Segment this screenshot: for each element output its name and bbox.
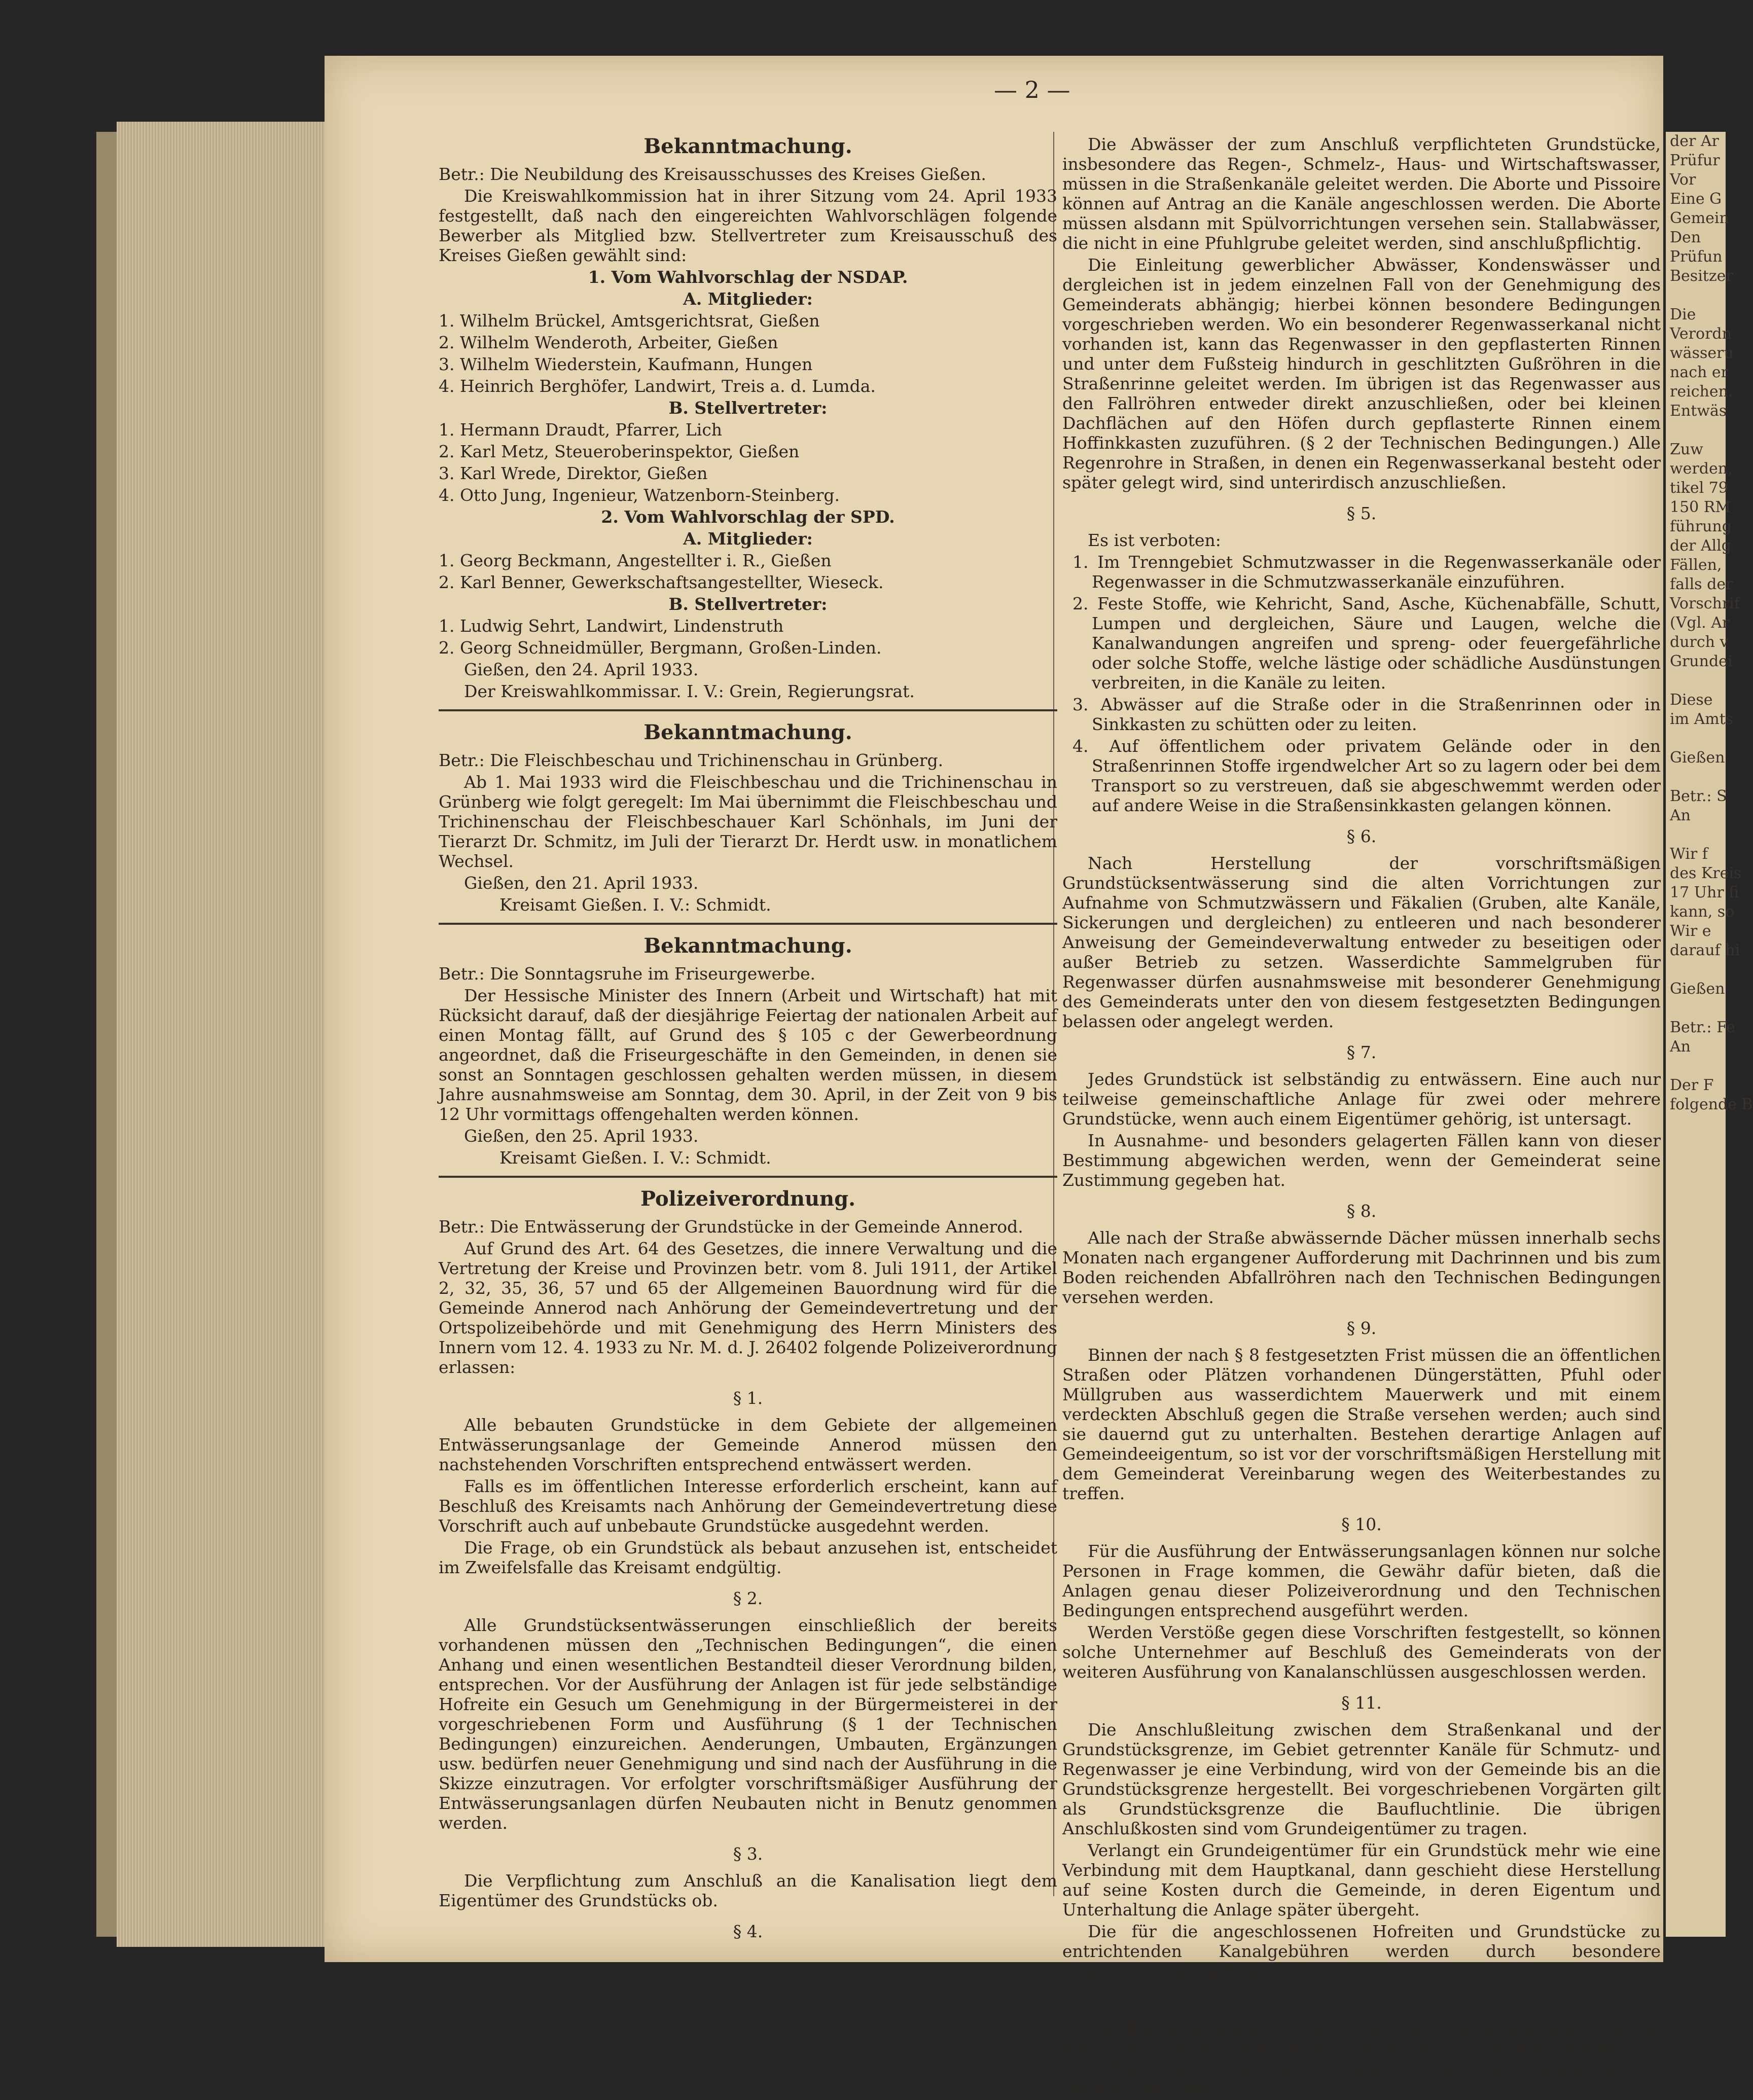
section-rule (439, 709, 1057, 711)
list-item: 3. Wilhelm Wiederstein, Kaufmann, Hungen (439, 354, 813, 374)
adjacent-page-line (1666, 768, 1726, 787)
paragraph: Die Abwässer der zum Anschluß verpflichteten Grundstücke, insbesondere das Regen-, Schmelz-, Haus- und Wirtschaftswasser, müssen in die Straßenkanäle geleitet werden. Die Aborte und Pissoire können auf Antrag an die Kanäle angeschlossen werden. Die Aborte müssen alsdann mit Spülvorrichtungen versehen sein. Stallabwässer, die nicht in eine Pfuhlgrube geleitet werden, sind anschlußpflichtig. (1062, 134, 1661, 253)
notice-title: Polizeiverordnung. (640, 1187, 856, 1211)
adjacent-page-line: durch v (1670, 633, 1729, 651)
section-heading: § 5. (1346, 503, 1377, 523)
notice-body: Der Hessische Minister des Innern (Arbeit und Wirtschaft) hat mit Rücksicht darauf, daß der diesjährige Feiertag der nationalen Arbeit auf einen Montag fällt, auf Grund des § 105 c der Gewerbeordnung angeordnet, daß die Friseurgeschäfte in den Gemeinden, in denen sie sonst an Sonntagen geschlossen gehalten werden müssen, in diesem Jahre ausnahmsweise am Sonntag, dem 30. April, in der Zeit von 9 bis 12 Uhr vormittags offengehalten werden können. (439, 986, 1057, 1124)
adjacent-page-line: Wir e (1670, 922, 1711, 940)
adjacent-page-line: An (1670, 1038, 1691, 1056)
adjacent-page-line (1666, 671, 1726, 691)
paragraph: Binnen der nach § 8 festgesetzten Frist müssen die an öffentlichen Straßen oder Plätzen vorhandenen Düngerstätten, Pfuhl oder Müllgruben aus wasserdichtem Mauerwerk und mit einem verdeckten Abschluß gegen die Straße versehen werden; auch sind sie dauernd gut zu unterhalten. Bestehen derartige Anlagen auf Gemeindeeigentum, so ist vor der vorschriftsmäßigen Herstellung mit dem Gemeinderat Vereinbarung wegen des Weiterbestandes zu treffen. (1062, 1345, 1661, 1503)
list-item: 4. Heinrich Berghöfer, Landwirt, Treis a. d. Lumda. (439, 376, 876, 396)
adjacent-page-line: der Allg (1670, 537, 1731, 555)
adjacent-page-line (1666, 825, 1726, 845)
paragraph: Für die Ausführung der Entwässerungsanlagen können nur solche Personen in Frage kommen, die Gewähr dafür bieten, daß die Anlagen genau dieser Polizeiverordnung und den Technischen Bedingungen entsprechend ausgeführt werden. (1062, 1541, 1661, 1620)
notice-date: Gießen, den 24. April 1933. (464, 660, 699, 679)
paragraph: In Ausnahme- und besonders gelagerten Fällen kann von dieser Bestimmung abgewichen werden, wenn der Gemeinderat seine Zustimmung gegeben hat. (1062, 1131, 1661, 1190)
subgroup-heading: A. Mitglieder: (683, 529, 813, 549)
book-page-edges (117, 122, 330, 1947)
adjacent-page-line: Grundei (1670, 653, 1733, 670)
notice-subject: Betr.: Die Fleischbeschau und Trichinenschau in Grünberg. (439, 750, 944, 770)
paragraph: Es ist verboten: (1088, 530, 1221, 550)
adjacent-page-line: An (1670, 807, 1691, 824)
list-item: 1. Ludwig Sehrt, Landwirt, Lindenstruth (439, 616, 784, 636)
subgroup-heading: B. Stellvertreter: (668, 398, 828, 418)
adjacent-page-fragment (1666, 132, 1753, 1937)
list-item: 1. Georg Beckmann, Angestellter i. R., Gießen (439, 551, 832, 570)
paragraph: Die Bürgermeisterei ist berechtigt, die Ausführung der Arbeiten jederzeit zu prüfen oder prüfen zu lassen. Zu diesem Zwecke sind vom Eigentümer oder Besitzer alle erforderlichen Maßnahmen zu treffen. Jeder Teil (1062, 2019, 1661, 2098)
adjacent-page-line: führung (1670, 518, 1732, 535)
list-item: 4. Otto Jung, Ingenieur, Watzenborn-Steinberg. (439, 485, 840, 505)
section-heading: § 2. (733, 1588, 763, 1608)
notice-title: Bekanntmachung. (643, 720, 852, 744)
notice-intro: Die Kreiswahlkommission hat in ihrer Sitzung vom 24. April 1933 festgestellt, daß nach den eingereichten Wahlvorschlägen folgende Bewerber als Mitglied bzw. Stellvertreter zum Kreisausschuß des Kreises Gießen gewählt sind: (439, 186, 1057, 265)
section-heading: § 12. (1341, 1992, 1382, 2012)
group-heading: 1. Vom Wahlvorschlag der NSDAP. (588, 267, 908, 287)
adjacent-page-line: Vorschrif (1670, 595, 1740, 612)
document-page (325, 56, 1663, 2098)
adjacent-page-line: Gemein (1670, 209, 1729, 227)
list-item: 2. Wilhelm Wenderoth, Arbeiter, Gießen (439, 333, 778, 352)
list-item: 3. Karl Wrede, Direktor, Gießen (439, 463, 708, 483)
adjacent-page-line: Prüfun (1670, 248, 1723, 266)
adjacent-page-line: Fällen, (1670, 556, 1722, 574)
paragraph: Falls es im öffentlichen Interesse erforderlich erscheint, kann auf Beschluß des Kreisamts nach Anhörung der Gemeindevertretung diese Vorschrift auch auf unbebaute Grundstücke ausgedehnt werden. (439, 1476, 1057, 1536)
group-heading: 2. Vom Wahlvorschlag der SPD. (601, 507, 895, 527)
paragraph: Die Frage, ob ein Grundstück als bebaut anzusehen ist, entscheidet im Zweifelsfalle das Kreisamt endgültig. (439, 1538, 1057, 1577)
adjacent-page-line (1666, 421, 1726, 440)
list-item: 4. Auf öffentlichem oder privatem Gelände oder in den Straßenrinnen Stoffe irgendwelcher Art so zu lagern oder bei dem Transport so zu verstreuen, daß sie abgeschwemmt werden oder auf andere Weise in die Straßensinkkasten gelangen können. (1072, 736, 1661, 815)
adjacent-page-line: Gießen (1670, 980, 1725, 998)
adjacent-page-line: falls der (1670, 575, 1733, 593)
adjacent-page-line: Besitzer (1670, 267, 1733, 285)
paragraph: Jedes Grundstück ist selbständig zu entwässern. Eine auch nur teilweise gemeinschaftliche Anlage für zwei oder mehrere Grundstücke, wenn auch einem Eigentümer gehörig, ist untersagt. (1062, 1069, 1661, 1129)
section-heading: § 9. (1346, 1318, 1377, 1338)
adjacent-page-line: Den (1670, 229, 1701, 246)
adjacent-page-line: Wir f (1670, 845, 1708, 863)
section-heading: § 4. (733, 1922, 763, 1941)
paragraph: Die Verpflichtung zum Anschluß an die Kanalisation liegt dem Eigentümer des Grundstücks ob. (439, 1871, 1057, 1910)
notice-title: Bekanntmachung. (643, 934, 852, 958)
notice-sonntagsruhe (439, 936, 1057, 1168)
paragraph: Verlangt ein Grundeigentümer für ein Grundstück mehr wie eine Verbindung mit dem Hauptkanal, dann geschieht diese Herstellung auf seine Kosten durch die Gemeinde, in deren Eigentum und Unterhaltung die Anlage später übergeht. (1062, 1840, 1661, 1920)
adjacent-page-line: Betr.: Fe (1670, 1019, 1736, 1036)
notice-signature: Kreisamt Gießen. I. V.: Schmidt. (499, 1148, 771, 1168)
adjacent-page-line: tikel 79 (1670, 479, 1728, 497)
notice-fleischbeschau (439, 722, 1057, 915)
list-item: 2. Karl Metz, Steueroberinspektor, Gießen (439, 442, 800, 461)
paragraph: Die Einleitung gewerblicher Abwässer, Kondenswässer und dergleichen ist in jedem einzelnen Fall von der Genehmigung des Gemeinderats abhängig; hierbei können besondere Bedingungen vorgeschrieben werden. Wo ein besonderer Regenwasserkanal nicht vorhanden ist, kann das Regenwasser in den gepflasterten Rinnen und unter dem Fußsteig hindurch in geschlitzten Gußröhren in die Straßenrinne geleitet werden. Im übrigen ist das Regenwasser aus den Fallröhren entweder direkt anzuschließen, oder bei kleinen Dachflächen auf den Höfen durch gepflasterte Rinnen einem Hoffinkkasten zuzuführen. (§ 2 der Technischen Bedingungen.) Alle Regenrohre in Straßen, in denen ein Regenwasserkanal besteht oder später gelegt wird, sind unterirdisch anzuschließen. (1062, 255, 1661, 492)
adjacent-page-line (1666, 729, 1726, 748)
section-heading: § 11. (1341, 1693, 1382, 1713)
notice-signature: Kreisamt Gießen. I. V.: Schmidt. (499, 895, 771, 915)
list-item: 2. Karl Benner, Gewerkschaftsangestellter, Wieseck. (439, 572, 884, 592)
adjacent-page-line: darauf hi (1670, 942, 1740, 959)
right-column (1062, 134, 1661, 2100)
adjacent-page-line: Vor (1670, 171, 1696, 189)
list-item: 2. Georg Schneidmüller, Bergmann, Großen-Linden. (439, 638, 882, 658)
paragraph: Alle bebauten Grundstücke in dem Gebiete der allgemeinen Entwässerungsanlage der Gemeinde Annerod müssen den nachstehenden Vorschriften entsprechend entwässert werden. (439, 1415, 1057, 1474)
adjacent-page-line: folgende B (1670, 1096, 1753, 1113)
list-item: 1. Im Trenngebiet Schmutzwasser in die Regenwasserkanäle oder Regenwasser in die Schmutzwasserkanäle einzuführen. (1072, 552, 1661, 592)
notice-body: Ab 1. Mai 1933 wird die Fleischbeschau und die Trichinenschau in Grünberg wie folgt geregelt: Im Mai übernimmt die Fleischbeschau und Trichinenschau der Fleischbeschauer Karl Schönhals, im Juni der Tierarzt Dr. Schmitz, im Juli der Tierarzt Dr. Herdt usw. in monatlichem Wechsel. (439, 772, 1057, 871)
paragraph: Die Anschlußleitung zwischen dem Straßenkanal und der Grundstücksgrenze, im Gebiet getrennter Kanäle für Schmutz- und Regenwasser je eine Verbindung, wird von der Gemeinde bis an die Grundstücksgrenze hergestellt. Bei vorgeschriebenen Vorgärten gilt als Grundstücksgrenze die Baufluchtlinie. Die übrigen Anschlußkosten sind vom Grundeigentümer zu tragen. (1062, 1720, 1661, 1838)
adjacent-page-line: Diese (1670, 691, 1713, 709)
notice-intro: Auf Grund des Art. 64 des Gesetzes, die innere Verwaltung und die Vertretung der Kreise und Provinzen betr. vom 8. Juli 1911, der Artikel 2, 32, 35, 36, 57 und 65 der Allgemeinen Bauordnung wird für die Gemeinde Annerod nach Anhörung der Gemeindevertretung und der Ortspolizeibehörde und mit Genehmigung des Herrn Ministers des Innern vom 12. 4. 1933 zu Nr. M. d. J. 26402 folgende Polizeiverordnung erlassen: (439, 1239, 1057, 1377)
notice-subject: Betr.: Die Neubildung des Kreisausschusses des Kreises Gießen. (439, 164, 986, 184)
notice-polizeiverordnung (439, 1189, 1057, 1941)
list-item: 1. Hermann Draudt, Pfarrer, Lich (439, 420, 723, 440)
adjacent-page-line: Eine G (1670, 190, 1722, 208)
list-item: 2. Feste Stoffe, wie Kehricht, Sand, Asche, Küchenabfälle, Schutt, Lumpen und dergleichen, Säure und Laugen, welche die Kanalwandungen angreifen und spreng- oder feuergefährliche oder solche Stoffe, welche lästige oder schädliche Ausdünstungen verbreiten, in die Kanäle zu leiten. (1072, 594, 1661, 693)
notice-subject: Betr.: Die Entwässerung der Grundstücke in der Gemeinde Annerod. (439, 1217, 1023, 1237)
adjacent-page-line: Zuw (1670, 441, 1703, 458)
adjacent-page-line: im Amts (1670, 710, 1734, 728)
adjacent-page-line: Der F (1670, 1076, 1714, 1094)
notice-date: Gießen, den 21. April 1933. (464, 873, 699, 893)
paragraph: Alle Grundstücksentwässerungen einschließlich der bereits vorhandenen müssen den „Technischen Bedingungen“, die einen Anhang und einen wesentlichen Bestandteil dieser Verordnung bilden, entsprechen. Vor der Ausführung der Anlagen ist für jede selbständige Hofreite ein Gesuch um Genehmigung in der Bürgermeisterei in der vorgeschriebenen Form und Ausführung (§ 1 der Technischen Bedingungen) einzureichen. Aenderungen, Umbauten, Ergänzungen usw. bedürfen neuer Genehmigung und sind nach der Ausführung in die Skizze einzutragen. Vor erfolgter vorschriftsmäßiger Ausführung der Entwässerungsanlagen dürfen Neubauten nicht in Benutz genommen werden. (439, 1615, 1057, 1833)
adjacent-page-line: des Kreis (1670, 864, 1742, 882)
notice-signature: Der Kreiswahlkommissar. I. V.: Grein, Regierungsrat. (464, 681, 915, 701)
paragraph: Alle nach der Straße abwässernde Dächer müssen innerhalb sechs Monaten nach ergangener Aufforderung mit Dachrinnen und bis zum Boden reichenden Abfallröhren nach den Technischen Bedingungen versehen werden. (1062, 1228, 1661, 1307)
adjacent-page-line: Die (1670, 306, 1696, 323)
adjacent-page-line: nach er (1670, 364, 1728, 381)
section-heading: § 10. (1341, 1514, 1382, 1534)
left-column (439, 134, 1057, 1948)
adjacent-page-line (1666, 286, 1726, 305)
adjacent-page-line: der Ar (1670, 132, 1719, 150)
adjacent-page-line: Gießen (1670, 749, 1725, 767)
adjacent-page-line (1666, 960, 1726, 980)
adjacent-page-line: Prüfur (1670, 152, 1720, 169)
section-rule (439, 1176, 1057, 1178)
notice-title: Bekanntmachung. (643, 134, 852, 158)
page-number: — 2 — (994, 76, 1070, 103)
adjacent-page-line: 17 Uhr fi (1670, 884, 1739, 901)
adjacent-page-line: kann, so (1670, 903, 1735, 921)
notice-date: Gießen, den 25. April 1933. (464, 1126, 699, 1146)
adjacent-page-line (1666, 999, 1726, 1018)
list-item: 1. Wilhelm Brückel, Amtsgerichtsrat, Gießen (439, 311, 820, 331)
section-heading: § 7. (1346, 1042, 1377, 1062)
notice-subject: Betr.: Die Sonntagsruhe im Friseurgewerbe. (439, 964, 815, 984)
adjacent-page-line: Entwäs (1670, 402, 1727, 420)
subgroup-heading: A. Mitglieder: (683, 289, 813, 309)
section-rule (439, 923, 1057, 925)
paragraph: Nach Herstellung der vorschriftsmäßigen Grundstücksentwässerung sind die alten Vorrichtungen zur Aufnahme von Schmutzwässern und Fäkalien (Gruben, alte Kanäle, Sickerungen und dergleichen) zu entleeren und nach besonderer Anweisung der Gemeindeverwaltung entweder zu beseitigen oder außer Betrieb zu setzen. Wasserdichte Sammelgruben für Regenwasser dürfen ausnahmsweise mit besonderer Genehmigung des Gemeinderats unter den von diesem festgesetzten Bedingungen belassen oder angelegt werden. (1062, 853, 1661, 1031)
section-heading: § 6. (1346, 826, 1377, 846)
adjacent-page-line: werden, (1670, 460, 1733, 478)
adjacent-page-line: (Vgl. Ar (1670, 614, 1730, 632)
adjacent-page-line: Verordn (1670, 325, 1732, 343)
subgroup-heading: B. Stellvertreter: (668, 594, 828, 614)
adjacent-page-line: 150 RM (1670, 498, 1731, 516)
adjacent-page-line (1666, 1057, 1726, 1076)
section-heading: § 1. (733, 1388, 763, 1408)
adjacent-page-line: Betr.: S (1670, 787, 1727, 805)
adjacent-page-line: reichen. (1670, 383, 1733, 401)
notice-kreisausschuss (439, 136, 1057, 701)
paragraph: Die für die angeschlossenen Hofreiten und Grundstücke zu entrichtenden Kanalgebühren werden durch besondere Gebührenordnung festgesetzt. (1062, 1922, 1661, 1981)
list-item: 3. Abwässer auf die Straße oder in die Straßenrinnen oder in Sinkkasten zu schütten oder zu leiten. (1072, 695, 1661, 734)
adjacent-page-line: wässeru (1670, 344, 1734, 362)
section-heading: § 3. (733, 1844, 763, 1864)
section-heading: § 8. (1346, 1201, 1377, 1221)
paragraph: Werden Verstöße gegen diese Vorschriften festgestellt, so können solche Unternehmer auf Beschluß des Gemeinderats von der weiteren Ausführung von Kanalanschlüssen ausgeschlossen werden. (1062, 1622, 1661, 1682)
